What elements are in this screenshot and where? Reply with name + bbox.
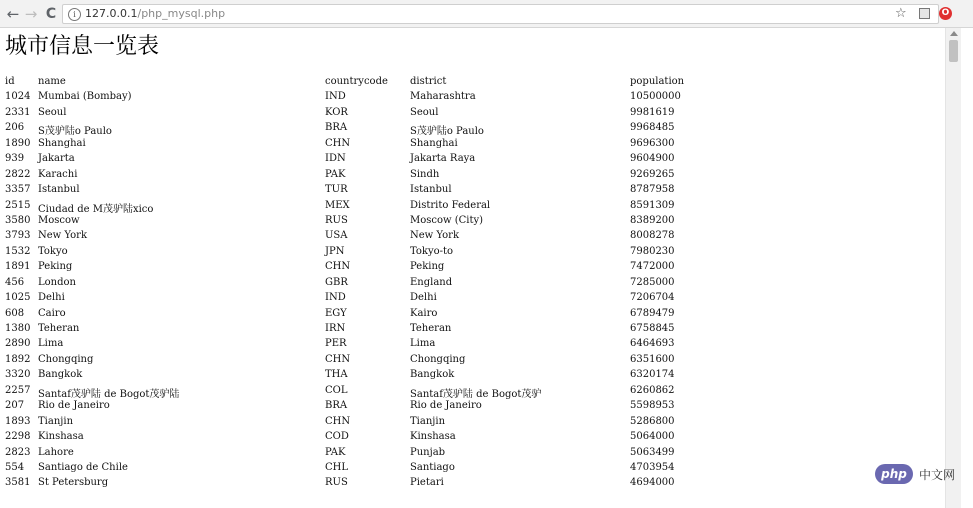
vertical-scrollbar[interactable] <box>945 28 961 508</box>
cell-population: 8389200 <box>630 214 675 226</box>
cell-id: 1890 <box>5 137 31 149</box>
cell-name: Moscow <box>38 214 80 226</box>
cell-population: 5286800 <box>630 415 675 427</box>
cell-countrycode: PAK <box>325 446 346 458</box>
cell-countrycode: JPN <box>325 245 345 257</box>
cell-name: London <box>38 276 76 288</box>
browser-toolbar <box>0 0 973 28</box>
cell-name: Ciudad de M茂驴陆xico <box>38 203 154 215</box>
url-path: /php_mysql.php <box>137 7 226 20</box>
cell-population: 6758845 <box>630 323 675 334</box>
cell-countrycode: IDN <box>325 153 346 165</box>
cell-district: Santaf茂驴陆 de Bogot茂驴 <box>410 388 542 400</box>
cell-population: 7206704 <box>630 292 675 304</box>
cell-countrycode: IRN <box>325 323 346 334</box>
reload-icon[interactable]: C <box>45 6 57 22</box>
cell-district: S茂驴陆o Paulo <box>410 126 484 138</box>
cell-id: 1893 <box>5 415 31 427</box>
cell-countrycode: TUR <box>325 184 348 196</box>
cell-name: Teheran <box>38 323 80 334</box>
scroll-up-arrow-icon[interactable] <box>950 31 958 36</box>
cell-name: Shanghai <box>38 137 86 149</box>
cell-id: 939 <box>5 153 25 165</box>
cell-countrycode: CHN <box>325 353 351 365</box>
cell-population: 8787958 <box>630 184 675 196</box>
page-title: 城市信息一览表 <box>5 34 160 59</box>
cell-district: Peking <box>410 261 445 273</box>
cell-district: Tianjin <box>410 415 446 427</box>
cell-countrycode: CHN <box>325 415 351 427</box>
cell-population: 6320174 <box>630 369 675 381</box>
cell-population: 5598953 <box>630 400 675 412</box>
cell-district: Santiago <box>410 461 455 473</box>
cell-district: England <box>410 276 453 288</box>
page-content <box>0 28 945 508</box>
header-countrycode: countrycode <box>325 76 388 87</box>
cell-countrycode: COL <box>325 384 348 396</box>
cell-population: 4703954 <box>630 461 675 473</box>
cell-id: 3581 <box>5 477 31 489</box>
cell-population: 9604900 <box>630 153 675 165</box>
watermark <box>875 464 965 484</box>
cell-countrycode: CHN <box>325 261 351 273</box>
cell-name: Lahore <box>38 446 74 458</box>
cell-name: Seoul <box>38 106 67 118</box>
cell-id: 1380 <box>5 323 31 334</box>
cell-id: 2298 <box>5 431 31 443</box>
cell-population: 9696300 <box>630 137 675 149</box>
cell-name: Tianjin <box>38 415 74 427</box>
cell-id: 2257 <box>5 384 31 396</box>
forward-arrow-icon[interactable]: → <box>24 5 38 23</box>
cell-population: 7285000 <box>630 276 675 288</box>
cell-id: 1025 <box>5 292 31 304</box>
cell-countrycode: THA <box>325 369 348 381</box>
cell-population: 10500000 <box>630 91 681 103</box>
url-text[interactable] <box>85 7 225 20</box>
cell-countrycode: RUS <box>325 477 348 489</box>
cell-population: 9981619 <box>630 106 675 118</box>
cell-name: Cairo <box>38 307 66 319</box>
cell-id: 1024 <box>5 91 31 103</box>
cell-id: 2515 <box>5 199 31 211</box>
cell-name: Jakarta <box>38 153 75 165</box>
cell-district: Kairo <box>410 307 438 319</box>
cell-id: 2331 <box>5 106 31 118</box>
cell-id: 2890 <box>5 338 31 350</box>
cell-population: 8008278 <box>630 230 675 242</box>
cell-population: 5063499 <box>630 446 675 458</box>
cell-countrycode: EGY <box>325 307 347 319</box>
cell-district: Chongqing <box>410 353 466 365</box>
cell-countrycode: KOR <box>325 106 348 118</box>
cell-population: 9269265 <box>630 168 675 180</box>
cell-population: 8591309 <box>630 199 675 211</box>
cell-district: Sindh <box>410 168 440 180</box>
cell-district: Rio de Janeiro <box>410 400 482 412</box>
cell-district: Lima <box>410 338 436 350</box>
cell-countrycode: COD <box>325 431 349 443</box>
cell-countrycode: RUS <box>325 214 348 226</box>
cell-district: Bangkok <box>410 369 455 381</box>
cell-id: 3320 <box>5 369 31 381</box>
watermark-text: 中文网 <box>919 468 956 482</box>
cell-id: 206 <box>5 122 25 134</box>
cell-name: St Petersburg <box>38 477 109 489</box>
cell-population: 6464693 <box>630 338 675 350</box>
cell-district: Istanbul <box>410 184 452 196</box>
cell-id: 1891 <box>5 261 31 273</box>
cell-district: Distrito Federal <box>410 199 491 211</box>
cell-name: Chongqing <box>38 353 94 365</box>
cell-countrycode: PER <box>325 338 347 350</box>
cell-countrycode: BRA <box>325 122 348 134</box>
cell-countrycode: GBR <box>325 276 348 288</box>
cell-id: 2823 <box>5 446 31 458</box>
cell-name: Peking <box>38 261 73 273</box>
cell-population: 6351600 <box>630 353 675 365</box>
cell-population: 6260862 <box>630 384 675 396</box>
cell-name: Lima <box>38 338 64 350</box>
cell-name: Tokyo <box>38 245 68 257</box>
cell-id: 2822 <box>5 168 31 180</box>
cell-countrycode: USA <box>325 230 348 242</box>
cell-population: 4694000 <box>630 477 675 489</box>
cell-district: Delhi <box>410 292 437 304</box>
cell-population: 7980230 <box>630 245 675 257</box>
cell-countrycode: PAK <box>325 168 346 180</box>
extension-icon[interactable] <box>919 8 930 19</box>
header-name: name <box>38 76 66 87</box>
cell-name: Delhi <box>38 292 65 304</box>
header-id: id <box>5 76 15 87</box>
cell-district: New York <box>410 230 459 242</box>
url-host: 127.0.0.1 <box>85 7 138 20</box>
opera-extension-icon[interactable]: O <box>939 7 952 20</box>
cell-population: 9968485 <box>630 122 675 134</box>
cell-name: Bangkok <box>38 369 83 381</box>
cell-population: 5064000 <box>630 431 675 443</box>
back-arrow-icon[interactable]: ← <box>6 5 20 23</box>
cell-district: Maharashtra <box>410 91 476 103</box>
cell-name: Kinshasa <box>38 431 84 443</box>
cell-district: Moscow (City) <box>410 214 484 226</box>
cell-countrycode: BRA <box>325 400 348 412</box>
cell-id: 3357 <box>5 184 31 196</box>
cell-district: Shanghai <box>410 137 458 149</box>
cell-countrycode: IND <box>325 91 346 103</box>
cell-name: Santiago de Chile <box>38 461 128 473</box>
bookmark-star-icon[interactable]: ☆ <box>895 6 907 21</box>
cell-id: 1892 <box>5 353 31 365</box>
cell-countrycode: IND <box>325 292 346 304</box>
header-population: population <box>630 76 685 87</box>
cell-id: 608 <box>5 307 25 319</box>
cell-district: Kinshasa <box>410 431 456 443</box>
scrollbar-thumb[interactable] <box>949 40 958 62</box>
header-district: district <box>410 76 447 87</box>
cell-district: Punjab <box>410 446 446 458</box>
cell-countrycode: MEX <box>325 199 350 211</box>
cell-id: 554 <box>5 461 25 473</box>
cell-population: 7472000 <box>630 261 675 273</box>
cell-id: 456 <box>5 276 25 288</box>
cell-countrycode: CHN <box>325 137 351 149</box>
cell-id: 3793 <box>5 230 31 242</box>
info-icon[interactable]: i <box>68 8 81 21</box>
cell-district: Pietari <box>410 477 444 489</box>
cell-name: S茂驴陆o Paulo <box>38 126 112 138</box>
cell-name: Santaf茂驴陆 de Bogot茂驴陆 <box>38 388 180 400</box>
cell-district: Tokyo-to <box>410 245 454 257</box>
cell-id: 1532 <box>5 245 31 257</box>
cell-name: Karachi <box>38 168 78 180</box>
cell-district: Jakarta Raya <box>410 153 476 165</box>
php-logo: php <box>875 464 913 484</box>
address-bar[interactable] <box>62 4 939 24</box>
cell-district: Seoul <box>410 106 439 118</box>
cell-name: Mumbai (Bombay) <box>38 91 132 103</box>
cell-id: 3580 <box>5 214 31 226</box>
cell-id: 207 <box>5 400 25 412</box>
cell-name: New York <box>38 230 87 242</box>
cell-population: 6789479 <box>630 307 675 319</box>
cell-district: Teheran <box>410 323 452 334</box>
cell-name: Istanbul <box>38 184 80 196</box>
cell-name: Rio de Janeiro <box>38 400 110 412</box>
cell-countrycode: CHL <box>325 461 349 473</box>
